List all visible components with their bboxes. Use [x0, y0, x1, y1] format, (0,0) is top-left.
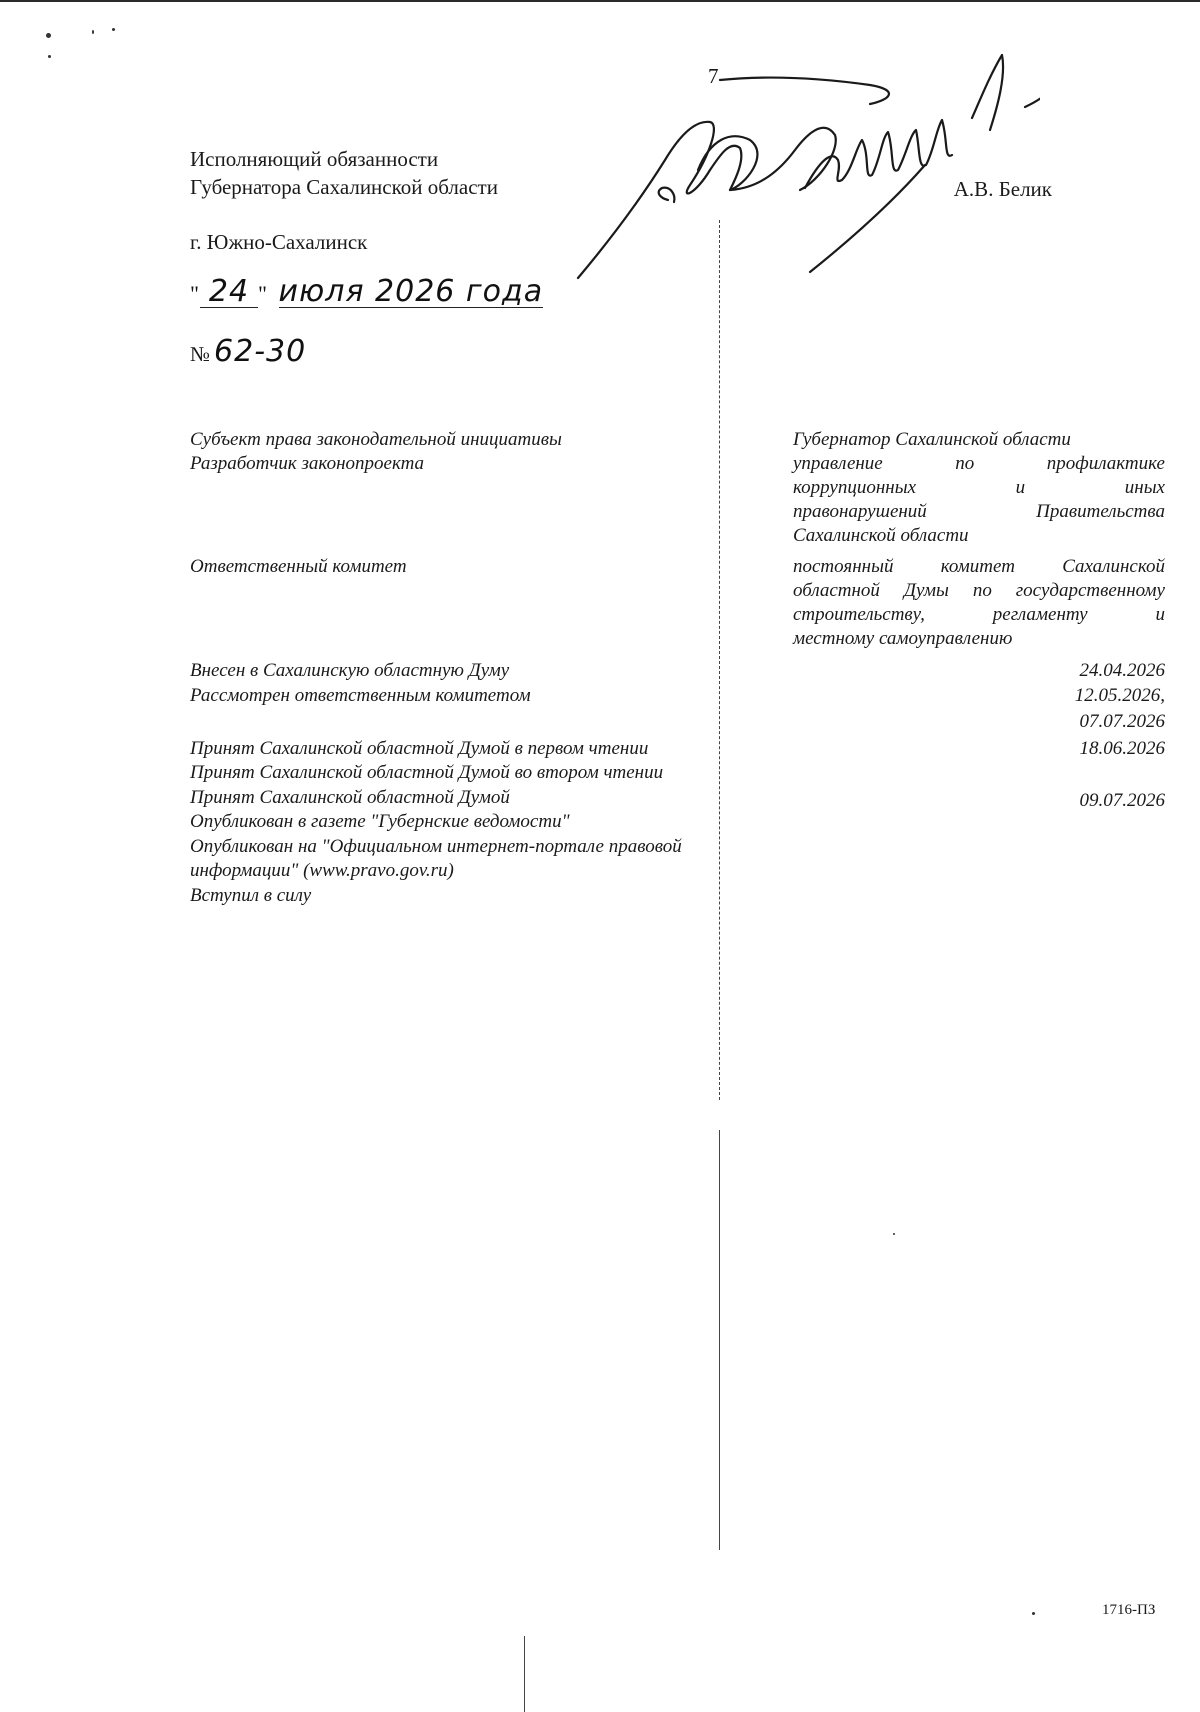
- scan-speck: [112, 28, 115, 31]
- event-label-entered-into-force: Вступил в силу: [190, 885, 312, 906]
- committee-value: [793, 555, 1165, 651]
- scan-edge-line: [524, 1636, 525, 1712]
- event-label-submitted: Внесен в Сахалинскую областную Думу: [190, 660, 510, 681]
- page-number: 7: [708, 64, 719, 88]
- event-value-committee-review-2: 07.07.2026: [1079, 711, 1165, 732]
- date-day: 24: [200, 277, 258, 308]
- scan-speck: [46, 33, 51, 38]
- scan-speck: [1032, 1612, 1035, 1615]
- signature-image: [570, 20, 1040, 290]
- scan-top-edge: [0, 0, 1200, 2]
- date-open-quote: ": [190, 281, 200, 306]
- developer-value-line: коррупционных и иных: [793, 477, 1165, 498]
- signatory-title-line1: Исполняющий обязанности: [190, 147, 439, 171]
- committee-value-line: местному самоуправлению: [793, 628, 1013, 649]
- committee-value-line: областной Думы по государственному: [793, 580, 1165, 601]
- committee-value-line: строительству, регламенту и: [793, 604, 1165, 625]
- signing-date: [190, 274, 543, 309]
- scan-speck: [893, 1233, 895, 1235]
- place-of-signing: г. Южно-Сахалинск: [190, 230, 368, 254]
- date-close-quote: ": [257, 281, 268, 306]
- committee-value-line: постоянный комитет Сахалинской: [793, 556, 1165, 577]
- developer-label: Разработчик законопроекта: [190, 453, 425, 474]
- committee-label: Ответственный комитет: [190, 556, 407, 577]
- number-label: №: [190, 342, 211, 366]
- event-label-first-reading: Принят Сахалинской областной Думой в первом чтении: [190, 738, 649, 759]
- initiative-label: Субъект права законодательной инициативы: [190, 429, 562, 450]
- developer-value-line: правонарушений Правительства: [793, 501, 1165, 522]
- event-label-adopted: Принят Сахалинской областной Думой: [190, 787, 510, 808]
- scan-speck: [48, 55, 51, 58]
- signatory-name: А.В. Белик: [953, 177, 1052, 201]
- event-label-published-portal-cont: информации" (www.pravo.gov.ru): [190, 860, 454, 881]
- event-value-first-reading: 18.06.2026: [1079, 738, 1165, 759]
- document-number: [190, 334, 306, 369]
- column-divider-line: [719, 1130, 720, 1550]
- developer-value-line: управление по профилактике: [793, 453, 1165, 474]
- developer-value-line: Сахалинской области: [793, 525, 969, 546]
- developer-value: [793, 452, 1165, 548]
- event-label-second-reading: Принят Сахалинской областной Думой во втором чтении: [190, 762, 664, 783]
- event-label-committee-review: Рассмотрен ответственным комитетом: [190, 685, 531, 706]
- date-month-year: июля 2026 года: [278, 274, 544, 309]
- scan-speck: [92, 30, 94, 34]
- event-value-adopted: 09.07.2026: [1079, 790, 1165, 811]
- column-divider-line: [719, 220, 720, 1100]
- footer-document-code: 1716-ПЗ: [1102, 1602, 1156, 1618]
- signatory-title-line2: Губернатора Сахалинской области: [190, 175, 498, 199]
- initiative-value: Губернатор Сахалинской области: [793, 429, 1071, 450]
- event-label-published-newspaper: Опубликован в газете "Губернские ведомости": [190, 811, 570, 832]
- event-label-published-portal: Опубликован на "Официальном интернет-портале правовой: [190, 836, 682, 857]
- number-value: 62-30: [214, 334, 307, 369]
- event-value-committee-review-1: 12.05.2026,: [1074, 685, 1165, 706]
- event-value-submitted: 24.04.2026: [1079, 660, 1165, 681]
